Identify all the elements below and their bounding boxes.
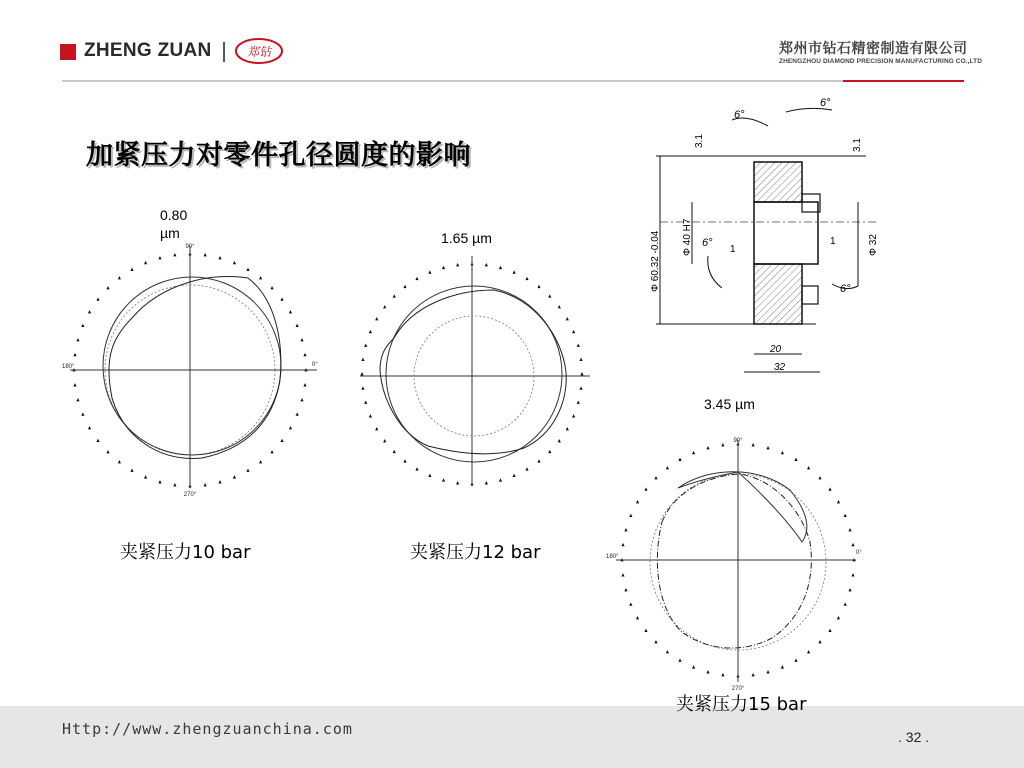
tick-mark [629,602,632,605]
tick-mark [781,451,784,454]
tick-mark [361,386,364,389]
tick-mark [828,629,831,632]
tick-mark [621,543,624,546]
figure-3-caption: 夹紧压力15 bar [676,694,807,715]
tick-mark [280,439,283,442]
tick-mark [73,383,76,386]
angle-label-1: 6° [734,109,745,121]
tick-mark [415,467,418,470]
tick-mark [393,450,396,453]
tick-mark [369,414,372,417]
tick-mark [644,487,647,490]
tick-mark [81,324,84,327]
tick-mark [76,338,79,341]
tick-mark [851,573,854,576]
tick-mark [512,474,515,477]
tick-mark [752,673,755,676]
tick-mark [375,317,378,320]
figure-1-axis-right-label: 0° [312,362,318,368]
tick-mark [296,324,299,327]
tick-mark [781,665,784,668]
company-seal-logo [234,36,284,66]
tick-mark [158,256,161,259]
tick-mark [844,602,847,605]
dim-label-3.1-left: 3.1 [694,134,705,148]
tick-mark [629,514,632,517]
tick-mark [818,640,821,643]
tick-mark [666,650,669,653]
brand-name: ZHENG ZUAN [84,40,212,61]
angle-label-2: 6° [820,97,831,109]
tick-mark [558,439,561,442]
tick-mark [403,285,406,288]
header-separator [223,42,225,62]
tick-mark [303,383,306,386]
figure-3-measured-profile [657,474,811,648]
tick-mark [566,317,569,320]
tick-mark [558,305,561,308]
tick-mark [173,483,176,486]
tick-mark [246,468,249,471]
tick-mark [130,268,133,271]
tick-mark [721,673,724,676]
tick-mark [837,616,840,619]
tick-mark [485,481,488,484]
footer-website-url: Http://www.zhengzuanchina.com [62,720,353,738]
tick-mark [369,330,372,333]
figure-3-axis-left-label: 180° [606,554,619,560]
tick-mark [644,629,647,632]
figure-2-caption: 夹紧压力12 bar [410,542,541,563]
tick-mark [289,426,292,429]
dim-label-1b: 1 [830,236,836,247]
figure-2-measured-profile [380,290,566,454]
tick-mark [844,514,847,517]
tick-mark [848,528,851,531]
tick-mark [428,270,431,273]
roundness-plot-15bar [606,432,870,694]
slide-title: 加紧压力对零件孔径圆度的影响 [86,140,471,171]
tick-mark [706,446,709,449]
tick-mark [577,344,580,347]
tick-mark [393,294,396,297]
tick-mark [621,573,624,576]
tick-mark [118,460,121,463]
tick-mark [678,458,681,461]
tick-mark [525,277,528,280]
dim-label-id: Φ 40 H7 [682,218,693,256]
figure-3-value-label: 3.45 µm [704,396,755,412]
figure-1-fitted-circle [103,277,281,455]
tick-mark [794,458,797,461]
dim-label-1a: 1 [730,244,736,255]
tick-mark [81,412,84,415]
roundness-plot-10bar [62,238,326,502]
tick-mark [572,330,575,333]
drawing-step-lower [802,286,818,304]
figure-1-axis-bottom-label: 270° [183,492,197,498]
tick-mark [300,398,303,401]
brand-logo-mark [60,44,76,60]
tick-mark [692,451,695,454]
tick-mark [580,372,583,375]
tick-mark [485,263,488,266]
tick-mark [692,665,695,668]
tick-mark [88,310,91,313]
tick-mark [525,467,528,470]
figure-3-axis-bottom-label: 270° [731,686,745,692]
tick-mark [666,466,669,469]
tick-mark [624,588,627,591]
figure-3-axis-top-label: 90° [733,438,743,444]
tick-mark [259,276,262,279]
tick-mark [794,658,797,661]
figure-1-caption: 夹紧压力10 bar [120,542,251,563]
logo-text: 郑钻 [246,45,272,59]
figure-3-axis-right-label: 0° [856,550,862,556]
tick-mark [442,266,445,269]
tick-mark [144,475,147,478]
dim-label-32: Φ 32 [868,234,879,256]
tick-mark [289,310,292,313]
drawing-section-upper [754,162,802,202]
company-name-cn: 郑州市钻石精密制造有限公司 [779,40,968,56]
tick-mark [818,476,821,479]
tick-mark [259,460,262,463]
tick-mark [566,427,569,430]
tick-mark [548,450,551,453]
tick-mark [442,478,445,481]
page-number: . 32 . [898,729,930,745]
angle-label-3: 6° [702,237,713,249]
dim-label-od: Φ 60.32 -0.04 [650,230,661,292]
tick-mark [548,294,551,297]
part-cross-section-drawing [636,96,896,386]
tick-mark [752,443,755,446]
tick-mark [828,487,831,490]
tick-mark [624,528,627,531]
tick-mark [456,481,459,484]
tick-mark [218,480,221,483]
tick-mark [579,358,582,361]
tick-mark [807,466,810,469]
tick-mark [499,478,502,481]
tick-mark [383,305,386,308]
tick-mark [654,640,657,643]
company-name-en: ZHENGZHOU DIAMOND PRECISION MANUFACTURING CO.,LTD [779,58,983,65]
tick-mark [678,658,681,661]
tick-mark [360,372,363,375]
tick-mark [218,256,221,259]
tick-mark [636,616,639,619]
tick-mark [88,426,91,429]
tick-mark [572,414,575,417]
tick-mark [766,446,769,449]
tick-mark [851,543,854,546]
dim-label-32b: 32 [774,362,786,373]
tick-mark [173,253,176,256]
tick-mark [364,400,367,403]
tick-mark [246,268,249,271]
figure-1-axis-left-label: 180° [62,364,75,370]
tick-mark [303,353,306,356]
header-divider [62,80,964,82]
tick-mark [106,286,109,289]
tick-mark [848,588,851,591]
tick-mark [456,263,459,266]
tick-mark [499,266,502,269]
header-accent-bar [843,80,964,82]
tick-mark [428,474,431,477]
tick-mark [296,412,299,415]
tick-mark [537,459,540,462]
figure-1-axis-top-label: 90° [185,244,195,250]
drawing-bore [754,202,818,264]
tick-mark [837,500,840,503]
tick-mark [512,270,515,273]
tick-mark [375,427,378,430]
tick-mark [96,439,99,442]
tick-mark [106,450,109,453]
tick-mark [721,443,724,446]
figure-2-value-label: 1.65 µm [441,230,492,246]
tick-mark [73,353,76,356]
tick-mark [158,480,161,483]
angle-label-4: 6° [840,283,851,295]
tick-mark [807,650,810,653]
tick-mark [537,285,540,288]
tick-mark [280,297,283,300]
tick-mark [361,358,364,361]
tick-mark [204,483,207,486]
tick-mark [706,670,709,673]
tick-mark [577,400,580,403]
tick-mark [415,277,418,280]
tick-mark [654,476,657,479]
tick-mark [383,439,386,442]
tick-mark [270,286,273,289]
roundness-plot-12bar [354,250,598,494]
tick-mark [204,253,207,256]
drawing-section-lower [754,264,802,324]
tick-mark [76,398,79,401]
tick-mark [403,459,406,462]
tick-mark [96,297,99,300]
angle-arc-3 [708,256,722,288]
tick-mark [579,386,582,389]
dim-label-20: 20 [770,344,782,355]
tick-mark [144,261,147,264]
tick-mark [364,344,367,347]
dim-label-3.1-right: 3.1 [852,138,863,152]
tick-mark [766,670,769,673]
figure-1-value-label: 0.80 µm [160,207,188,241]
figure-3-fitted-profile [678,472,807,542]
tick-mark [636,500,639,503]
tick-mark [118,276,121,279]
tick-mark [233,261,236,264]
tick-mark [300,338,303,341]
tick-mark [270,450,273,453]
tick-mark [233,475,236,478]
tick-mark [130,468,133,471]
